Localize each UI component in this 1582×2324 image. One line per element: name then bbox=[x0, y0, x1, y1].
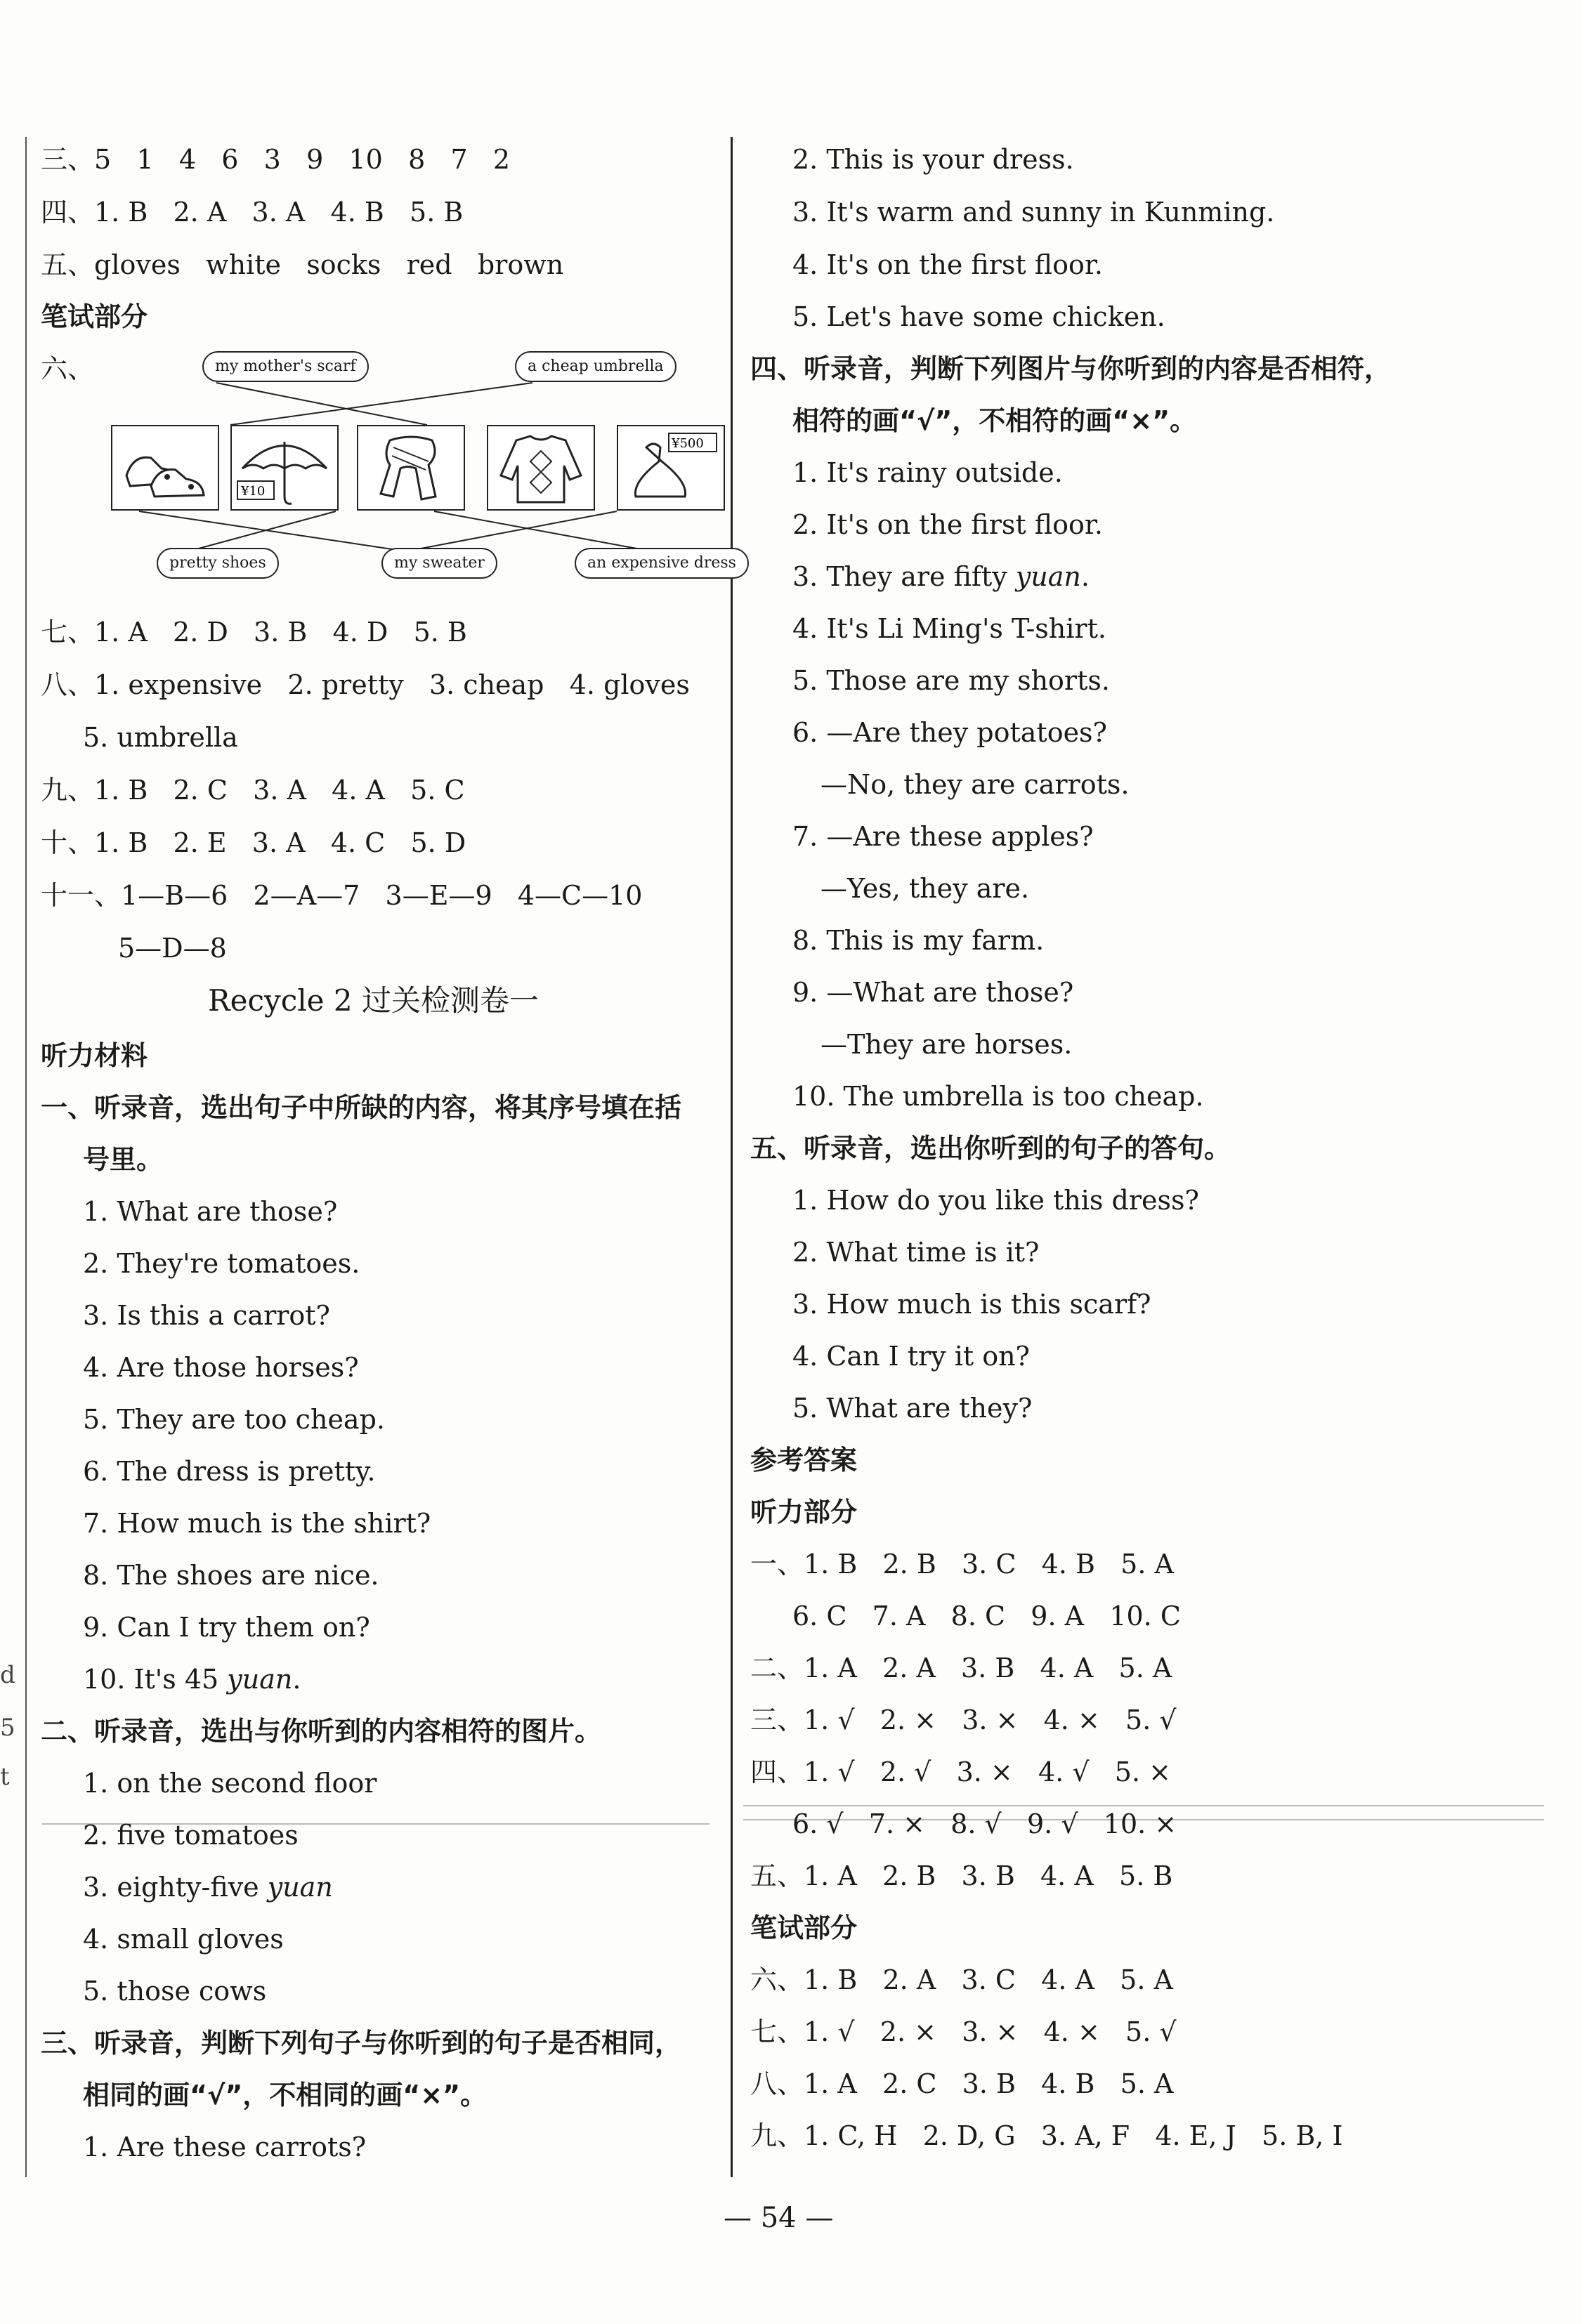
listening-item: 4. Can I try it on? bbox=[792, 1341, 1030, 1372]
listening-item: 4. Are those horses? bbox=[83, 1352, 359, 1383]
answer-line: 一、1. B 2. B 3. C 4. B 5. A bbox=[750, 1549, 1174, 1580]
answer-line: 五、1. A 2. B 3. B 4. A 5. B bbox=[750, 1860, 1173, 1891]
answer-line: 六、1. B 2. A 3. C 4. A 5. A bbox=[750, 1964, 1173, 1995]
section-heading: 听力部分 bbox=[750, 1497, 858, 1528]
edge-fragment: 5 bbox=[0, 1714, 15, 1742]
answer-line: 九、1. C, H 2. D, G 3. A, F 4. E, J 5. B, I bbox=[750, 2120, 1343, 2151]
answer-line: 6. √ 7. × 8. √ 9. √ 10. × bbox=[792, 1808, 1177, 1839]
sweater-picture bbox=[487, 425, 595, 511]
listening-item: 6. The dress is pretty. bbox=[83, 1456, 376, 1487]
answer-line: 二、1. A 2. A 3. B 4. A 5. A bbox=[750, 1653, 1172, 1683]
listening-item: 1. Are these carrots? bbox=[83, 2132, 367, 2162]
page-number: — 54 — bbox=[724, 2202, 834, 2234]
answer-line: 八、1. expensive 2. pretty 3. cheap 4. gloves bbox=[41, 669, 690, 700]
listening-item: 3. They are fifty yuan. bbox=[792, 561, 1090, 592]
listening-item: —They are horses. bbox=[821, 1029, 1073, 1060]
listening-item: 1. It's rainy outside. bbox=[792, 457, 1063, 488]
question-heading: 相同的画“√”，不相同的画“×”。 bbox=[83, 2080, 488, 2110]
listening-item: 7. How much is the shirt? bbox=[83, 1508, 431, 1539]
answer-line: 三、5 1 4 6 3 9 10 8 7 2 bbox=[41, 144, 511, 175]
listening-item: 5. What are they? bbox=[792, 1393, 1033, 1424]
sweater-icon bbox=[488, 426, 594, 509]
label-expensive-dress: an expensive dress bbox=[575, 548, 749, 579]
shoes-icon bbox=[112, 426, 218, 509]
label-my-sweater: my sweater bbox=[381, 548, 497, 579]
answer-line: 十一、1—B—6 2—A—7 3—E—9 4—C—10 bbox=[41, 880, 643, 911]
answer-line: 四、1. B 2. A 3. A 4. B 5. B bbox=[41, 197, 464, 228]
label-pretty-shoes: pretty shoes bbox=[157, 548, 279, 579]
answer-line: 5. umbrella bbox=[83, 722, 238, 753]
answer-line: 6. C 7. A 8. C 9. A 10. C bbox=[792, 1601, 1181, 1632]
listening-item: 1. on the second floor bbox=[83, 1768, 377, 1799]
listening-item: 2. They're tomatoes. bbox=[83, 1248, 360, 1279]
answer-line: 六、 bbox=[41, 353, 95, 384]
section-heading: 笔试部分 bbox=[750, 1912, 858, 1943]
scarf-picture bbox=[357, 425, 465, 511]
answer-line: 七、1. √ 2. × 3. × 4. × 5. √ bbox=[750, 2016, 1177, 2047]
listening-item: 2. What time is it? bbox=[792, 1237, 1040, 1268]
dress-price: ¥500 bbox=[672, 436, 704, 451]
listening-item: 2. five tomatoes bbox=[83, 1820, 299, 1851]
umbrella-icon bbox=[232, 426, 337, 509]
answer-line: 三、1. √ 2. × 3. × 4. × 5. √ bbox=[750, 1705, 1177, 1735]
listening-item: 4. small gloves bbox=[83, 1924, 284, 1955]
listening-item: 1. What are those? bbox=[83, 1196, 338, 1227]
question-heading: 三、听录音，判断下列句子与你听到的句子是否相同， bbox=[41, 2028, 682, 2059]
question-heading: 二、听录音，选出与你听到的内容相符的图片。 bbox=[41, 1716, 602, 1747]
dress-picture bbox=[617, 425, 725, 511]
label-my-mothers-scarf: my mother's scarf bbox=[202, 351, 369, 382]
page-title: Recycle 2 过关检测卷一 bbox=[208, 983, 539, 1018]
scarf-icon bbox=[358, 426, 464, 509]
answer-line: 五、gloves white socks red brown bbox=[41, 249, 564, 280]
answer-line: 七、1. A 2. D 3. B 4. D 5. B bbox=[41, 617, 467, 648]
edge-fragment: d bbox=[0, 1661, 15, 1689]
answer-line: 5—D—8 bbox=[118, 933, 227, 964]
listening-item: 3. eighty-five yuan bbox=[83, 1872, 333, 1903]
dress-icon bbox=[618, 426, 724, 509]
umbrella-picture bbox=[230, 425, 339, 511]
listening-item: 3. It's warm and sunny in Kunming. bbox=[792, 197, 1275, 228]
listening-item: 5. They are too cheap. bbox=[83, 1404, 385, 1435]
listening-item: 10. It's 45 yuan. bbox=[83, 1664, 301, 1695]
answer-line: 十、1. B 2. E 3. A 4. C 5. D bbox=[41, 827, 466, 858]
question-heading: 五、听录音，选出你听到的句子的答句。 bbox=[750, 1133, 1231, 1164]
label-cheap-umbrella: a cheap umbrella bbox=[515, 351, 676, 382]
section-heading: 听力材料 bbox=[41, 1040, 148, 1071]
answer-line: 九、1. B 2. C 3. A 4. A 5. C bbox=[41, 775, 465, 806]
listening-item: 1. How do you like this dress? bbox=[792, 1185, 1199, 1216]
listening-item: 2. This is your dress. bbox=[792, 144, 1074, 175]
section-heading: 参考答案 bbox=[750, 1445, 858, 1476]
listening-item: —Yes, they are. bbox=[821, 873, 1030, 904]
section-heading: 笔试部分 bbox=[41, 301, 148, 332]
edge-fragment: t bbox=[0, 1763, 10, 1791]
shoes-picture bbox=[111, 425, 219, 511]
question-heading: 四、听录音，判断下列图片与你听到的内容是否相符， bbox=[750, 353, 1392, 384]
listening-item: 5. Those are my shorts. bbox=[792, 665, 1110, 696]
listening-item: 5. Let's have some chicken. bbox=[792, 301, 1165, 332]
question-heading: 相符的画“√”，不相符的画“×”。 bbox=[792, 405, 1197, 436]
left-margin-rule bbox=[25, 137, 27, 2177]
listening-item: 4. It's on the first floor. bbox=[792, 249, 1103, 280]
listening-item: 5. those cows bbox=[83, 1976, 267, 2007]
answer-line: 八、1. A 2. C 3. B 4. B 5. A bbox=[750, 2068, 1174, 2099]
listening-item: 9. —What are those? bbox=[792, 977, 1074, 1008]
listening-item: 4. It's Li Ming's T-shirt. bbox=[792, 613, 1106, 644]
question-heading: 号里。 bbox=[83, 1144, 164, 1175]
listening-item: 7. —Are these apples? bbox=[792, 821, 1094, 852]
listening-item: 8. The shoes are nice. bbox=[83, 1560, 379, 1591]
question-heading: 一、听录音，选出句子中所缺的内容，将其序号填在括 bbox=[41, 1092, 682, 1123]
listening-item: 2. It's on the first floor. bbox=[792, 509, 1103, 540]
listening-item: 6. —Are they potatoes? bbox=[792, 717, 1107, 748]
listening-item: 3. Is this a carrot? bbox=[83, 1300, 330, 1331]
listening-item: —No, they are carrots. bbox=[821, 769, 1130, 800]
umbrella-price: ¥10 bbox=[241, 484, 266, 499]
listening-item: 9. Can I try them on? bbox=[83, 1612, 370, 1643]
column-divider bbox=[731, 137, 733, 2177]
listening-item: 3. How much is this scarf? bbox=[792, 1289, 1151, 1320]
listening-item: 10. The umbrella is too cheap. bbox=[792, 1081, 1204, 1112]
answer-line: 四、1. √ 2. √ 3. × 4. √ 5. × bbox=[750, 1757, 1171, 1787]
listening-item: 8. This is my farm. bbox=[792, 925, 1045, 956]
